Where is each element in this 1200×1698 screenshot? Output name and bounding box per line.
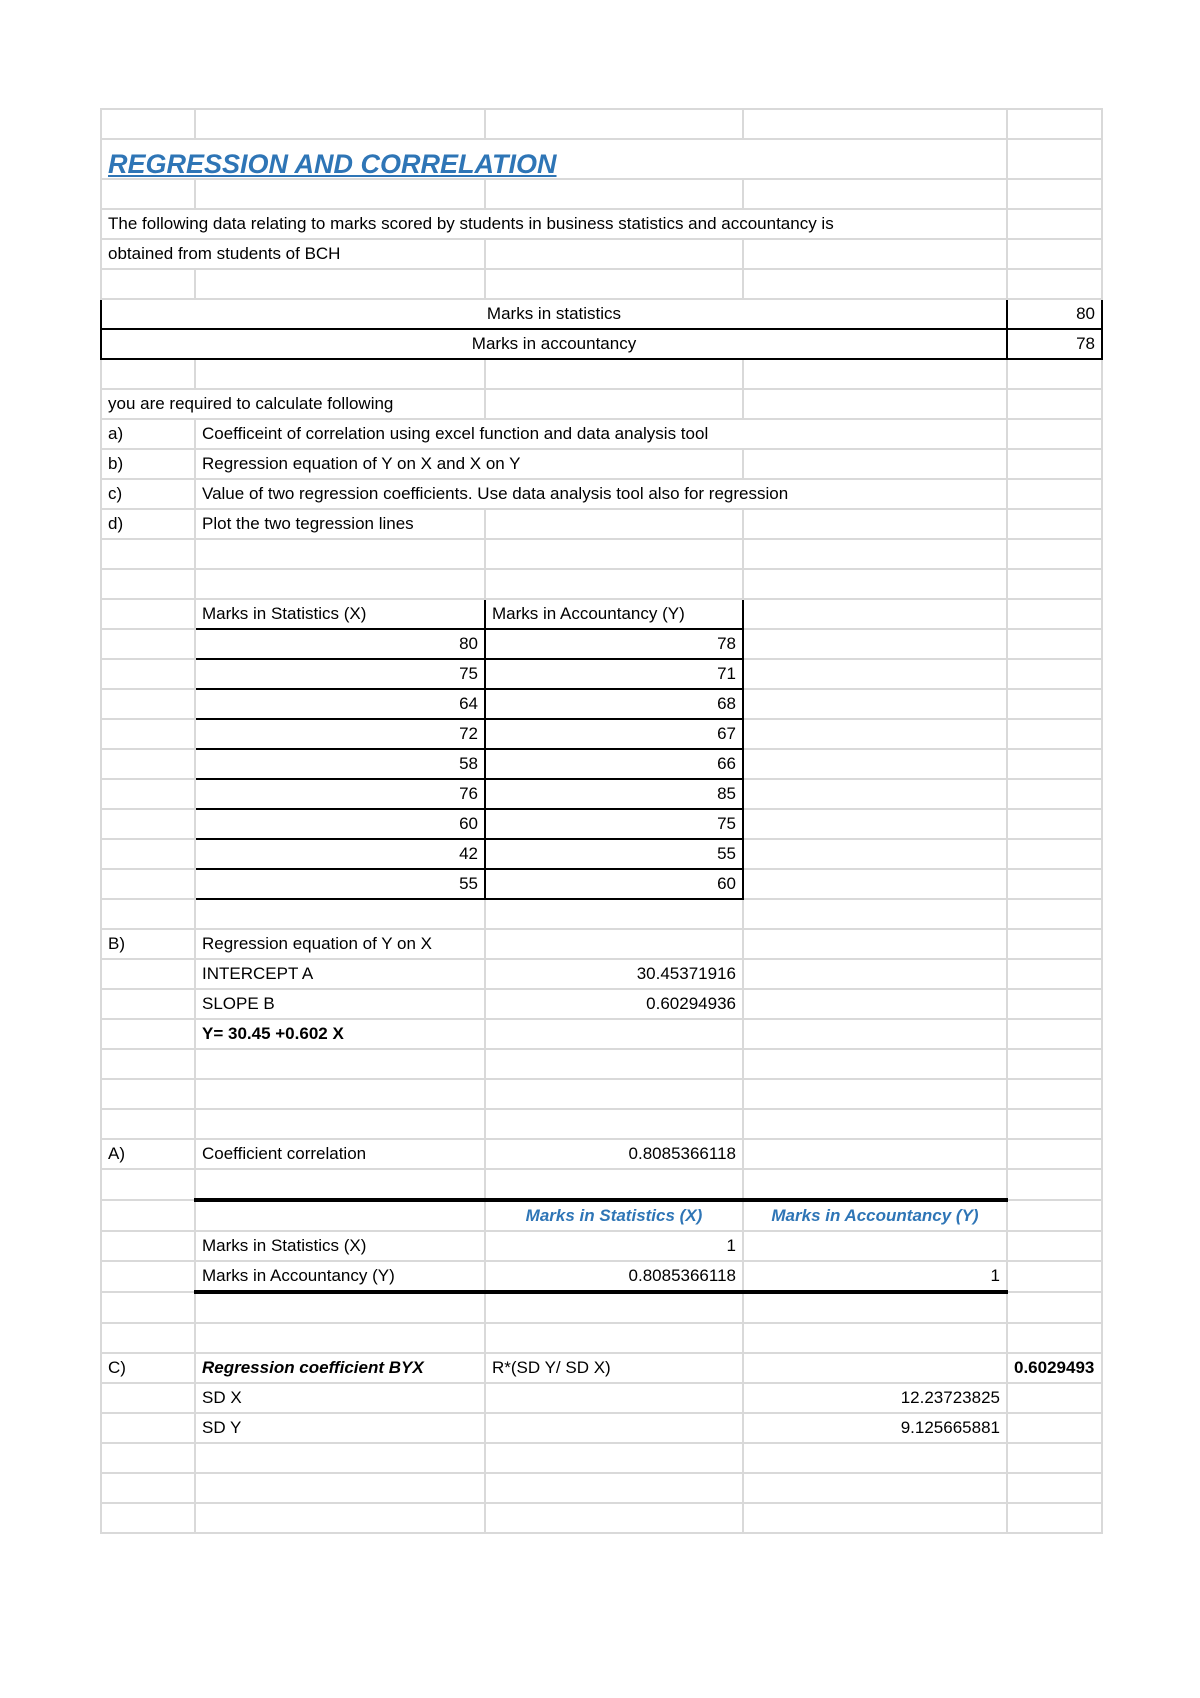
- regression-equation: Y= 30.45 +0.602 X: [195, 1019, 485, 1049]
- cell[interactable]: [1007, 569, 1102, 599]
- cell[interactable]: [485, 179, 743, 209]
- cell[interactable]: [1007, 1383, 1102, 1413]
- cell[interactable]: [743, 1473, 1007, 1503]
- cell[interactable]: [743, 1443, 1007, 1473]
- cell[interactable]: [1007, 139, 1102, 179]
- sd-y-label: SD Y: [195, 1413, 485, 1443]
- cell[interactable]: [101, 1503, 195, 1533]
- cell[interactable]: [101, 269, 195, 299]
- cell[interactable]: [195, 1079, 485, 1109]
- cell[interactable]: [101, 569, 195, 599]
- cell[interactable]: [743, 659, 1007, 689]
- cell[interactable]: [1007, 1413, 1102, 1443]
- cell[interactable]: [1007, 1139, 1102, 1169]
- cell[interactable]: [743, 569, 1007, 599]
- cell[interactable]: [1007, 269, 1102, 299]
- cell[interactable]: [101, 1109, 195, 1139]
- cell[interactable]: [195, 899, 485, 929]
- cell[interactable]: [1007, 599, 1102, 629]
- cell[interactable]: [485, 1049, 743, 1079]
- cell[interactable]: [101, 1079, 195, 1109]
- cell[interactable]: [1007, 629, 1102, 659]
- data-x-value[interactable]: 42: [195, 839, 485, 869]
- cell[interactable]: [485, 1292, 743, 1323]
- instruction-key: a): [101, 419, 195, 449]
- cell[interactable]: [101, 989, 195, 1019]
- data-y-value[interactable]: 78: [485, 629, 743, 659]
- cell[interactable]: [743, 239, 1007, 269]
- matrix-value[interactable]: 1: [743, 1261, 1007, 1292]
- cell[interactable]: [1007, 449, 1102, 479]
- instruction-text: Regression equation of Y on X and X on Y: [195, 449, 743, 479]
- sd-y-value[interactable]: 9.125665881: [743, 1413, 1007, 1443]
- cell[interactable]: [485, 1443, 743, 1473]
- cell[interactable]: [195, 1503, 485, 1533]
- cell[interactable]: [195, 539, 485, 569]
- data-x-value[interactable]: 75: [195, 659, 485, 689]
- cell[interactable]: [101, 629, 195, 659]
- cell[interactable]: [101, 899, 195, 929]
- intro-text-line-1: The following data relating to marks scored by students in business statistics and accountancy is: [101, 209, 1007, 239]
- data-y-value[interactable]: 67: [485, 719, 743, 749]
- cell[interactable]: [1007, 869, 1102, 899]
- cell[interactable]: [743, 689, 1007, 719]
- intercept-value[interactable]: 30.45371916: [485, 959, 743, 989]
- cell[interactable]: [485, 109, 743, 139]
- cell[interactable]: [195, 1049, 485, 1079]
- spreadsheet-grid: [100, 108, 1103, 1534]
- instruction-key: d): [101, 509, 195, 539]
- summary-label-accountancy: Marks in accountancy: [101, 329, 1007, 359]
- cell[interactable]: [1007, 929, 1102, 959]
- cell[interactable]: [101, 749, 195, 779]
- instruction-text: Value of two regression coefficients. Use data analysis tool also for regression: [195, 479, 1007, 509]
- cell[interactable]: [1007, 659, 1102, 689]
- slope-value[interactable]: 0.60294936: [485, 989, 743, 1019]
- section-c-key: C): [101, 1353, 195, 1383]
- cell[interactable]: [485, 1079, 743, 1109]
- cell[interactable]: [485, 1323, 743, 1353]
- cell[interactable]: [101, 779, 195, 809]
- data-y-value[interactable]: 68: [485, 689, 743, 719]
- cell[interactable]: [485, 359, 743, 389]
- data-x-value[interactable]: 80: [195, 629, 485, 659]
- data-y-value[interactable]: 85: [485, 779, 743, 809]
- instructions-heading: you are required to calculate following: [101, 389, 485, 419]
- cell[interactable]: [101, 1443, 195, 1473]
- cell[interactable]: [101, 1231, 195, 1261]
- sd-x-label: SD X: [195, 1383, 485, 1413]
- matrix-value[interactable]: [743, 1231, 1007, 1261]
- data-table-header-y: Marks in Accountancy (Y): [485, 599, 743, 629]
- cell[interactable]: [485, 1503, 743, 1533]
- section-b-heading: Regression equation of Y on X: [195, 929, 485, 959]
- cell[interactable]: [195, 1292, 485, 1323]
- cell[interactable]: [743, 719, 1007, 749]
- cell[interactable]: [1007, 899, 1102, 929]
- cell[interactable]: [743, 989, 1007, 1019]
- matrix-value[interactable]: 1: [485, 1231, 743, 1261]
- cell[interactable]: [485, 929, 743, 959]
- sd-x-value[interactable]: 12.23723825: [743, 1383, 1007, 1413]
- cell[interactable]: [101, 1383, 195, 1413]
- intro-text-line-2: obtained from students of BCH: [101, 239, 485, 269]
- cell[interactable]: [743, 1169, 1007, 1200]
- cell[interactable]: [101, 689, 195, 719]
- cell[interactable]: [743, 1079, 1007, 1109]
- cell[interactable]: [1007, 749, 1102, 779]
- summary-label-statistics: Marks in statistics: [101, 299, 1007, 329]
- cell[interactable]: [195, 1169, 485, 1200]
- summary-value-accountancy[interactable]: 78: [1007, 329, 1102, 359]
- cell[interactable]: [485, 269, 743, 299]
- instruction-text: Coefficeint of correlation using excel function and data analysis tool: [195, 419, 1007, 449]
- cell[interactable]: [1007, 719, 1102, 749]
- cell[interactable]: [101, 839, 195, 869]
- cell[interactable]: [743, 749, 1007, 779]
- cell[interactable]: [485, 1473, 743, 1503]
- cell[interactable]: [743, 509, 1007, 539]
- regression-coefficient-label: Regression coefficient BYX: [195, 1353, 485, 1383]
- cell[interactable]: [743, 959, 1007, 989]
- data-x-value[interactable]: 72: [195, 719, 485, 749]
- cell[interactable]: [1007, 809, 1102, 839]
- cell[interactable]: [195, 179, 485, 209]
- cell[interactable]: [485, 899, 743, 929]
- data-y-value[interactable]: 71: [485, 659, 743, 689]
- correlation-value[interactable]: 0.8085366118: [485, 1139, 743, 1169]
- cell[interactable]: [743, 109, 1007, 139]
- cell[interactable]: [101, 1292, 195, 1323]
- data-x-value[interactable]: 55: [195, 869, 485, 899]
- matrix-col-header-x: Marks in Statistics (X): [485, 1200, 743, 1231]
- matrix-col-header-y: Marks in Accountancy (Y): [743, 1200, 1007, 1231]
- page-title: REGRESSION AND CORRELATION: [101, 139, 1007, 179]
- cell[interactable]: [1007, 179, 1102, 209]
- cell[interactable]: [743, 899, 1007, 929]
- instruction-text: Plot the two tegression lines: [195, 509, 485, 539]
- cell[interactable]: [485, 239, 743, 269]
- cell[interactable]: [1007, 1503, 1102, 1533]
- cell[interactable]: [743, 1503, 1007, 1533]
- correlation-label: Coefficient correlation: [195, 1139, 485, 1169]
- summary-value-statistics[interactable]: 80: [1007, 299, 1102, 329]
- cell[interactable]: [743, 269, 1007, 299]
- data-y-value[interactable]: 75: [485, 809, 743, 839]
- data-x-value[interactable]: 76: [195, 779, 485, 809]
- cell[interactable]: [743, 359, 1007, 389]
- instruction-key: b): [101, 449, 195, 479]
- cell[interactable]: [1007, 419, 1102, 449]
- data-x-value[interactable]: 64: [195, 689, 485, 719]
- cell[interactable]: [1007, 359, 1102, 389]
- cell[interactable]: [101, 179, 195, 209]
- cell[interactable]: [743, 599, 1007, 629]
- cell[interactable]: [101, 719, 195, 749]
- cell[interactable]: [195, 569, 485, 599]
- cell[interactable]: [101, 809, 195, 839]
- cell[interactable]: [743, 449, 1007, 479]
- cell[interactable]: [743, 1292, 1007, 1323]
- cell[interactable]: [1007, 1323, 1102, 1353]
- cell[interactable]: [743, 1139, 1007, 1169]
- data-x-value[interactable]: 60: [195, 809, 485, 839]
- section-a-key: A): [101, 1139, 195, 1169]
- data-y-value[interactable]: 66: [485, 749, 743, 779]
- cell[interactable]: [743, 1049, 1007, 1079]
- cell[interactable]: [1007, 1079, 1102, 1109]
- regression-coefficient-formula: R*(SD Y/ SD X): [485, 1353, 743, 1383]
- cell[interactable]: [485, 1109, 743, 1139]
- cell[interactable]: [1007, 209, 1102, 239]
- cell[interactable]: [743, 539, 1007, 569]
- cell[interactable]: [1007, 689, 1102, 719]
- cell[interactable]: [101, 1169, 195, 1200]
- cell[interactable]: [1007, 109, 1102, 139]
- cell[interactable]: [485, 509, 743, 539]
- cell[interactable]: [1007, 509, 1102, 539]
- cell[interactable]: [195, 109, 485, 139]
- matrix-corner: [195, 1200, 485, 1231]
- cell[interactable]: [743, 179, 1007, 209]
- cell[interactable]: [101, 1049, 195, 1079]
- cell[interactable]: [1007, 1200, 1102, 1231]
- cell[interactable]: [1007, 1231, 1102, 1261]
- cell[interactable]: [485, 1019, 743, 1049]
- cell[interactable]: [1007, 1019, 1102, 1049]
- slope-label: SLOPE B: [195, 989, 485, 1019]
- cell[interactable]: [195, 1473, 485, 1503]
- cell[interactable]: [743, 779, 1007, 809]
- cell[interactable]: [1007, 1473, 1102, 1503]
- cell[interactable]: [1007, 1109, 1102, 1139]
- cell[interactable]: [485, 1169, 743, 1200]
- section-b-key: B): [101, 929, 195, 959]
- cell[interactable]: [485, 1383, 743, 1413]
- data-y-value[interactable]: 55: [485, 839, 743, 869]
- cell[interactable]: [743, 929, 1007, 959]
- cell[interactable]: [1007, 959, 1102, 989]
- data-x-value[interactable]: 58: [195, 749, 485, 779]
- intercept-label: INTERCEPT A: [195, 959, 485, 989]
- cell[interactable]: [1007, 779, 1102, 809]
- data-y-value[interactable]: 60: [485, 869, 743, 899]
- cell[interactable]: [101, 959, 195, 989]
- matrix-row-label-y: Marks in Accountancy (Y): [195, 1261, 485, 1292]
- cell[interactable]: [195, 1109, 485, 1139]
- cell[interactable]: [1007, 1169, 1102, 1200]
- cell[interactable]: [101, 1413, 195, 1443]
- cell[interactable]: [101, 1019, 195, 1049]
- cell[interactable]: [485, 1413, 743, 1443]
- cell[interactable]: [195, 1323, 485, 1353]
- cell[interactable]: [743, 809, 1007, 839]
- cell[interactable]: [1007, 1443, 1102, 1473]
- cell[interactable]: [1007, 989, 1102, 1019]
- cell[interactable]: [1007, 239, 1102, 269]
- cell[interactable]: [1007, 1261, 1102, 1292]
- cell[interactable]: [1007, 1292, 1102, 1323]
- data-table-header-x: Marks in Statistics (X): [195, 599, 485, 629]
- cell[interactable]: [101, 539, 195, 569]
- cell[interactable]: [195, 269, 485, 299]
- cell[interactable]: [1007, 479, 1102, 509]
- cell[interactable]: [743, 1109, 1007, 1139]
- cell[interactable]: [101, 1261, 195, 1292]
- cell[interactable]: [743, 869, 1007, 899]
- cell[interactable]: [743, 1353, 1007, 1383]
- cell[interactable]: [101, 1200, 195, 1231]
- cell[interactable]: [101, 659, 195, 689]
- cell[interactable]: [743, 1019, 1007, 1049]
- cell[interactable]: [1007, 1049, 1102, 1079]
- cell[interactable]: [195, 1443, 485, 1473]
- cell[interactable]: [101, 1473, 195, 1503]
- cell[interactable]: [485, 569, 743, 599]
- cell[interactable]: [743, 389, 1007, 419]
- cell[interactable]: [101, 109, 195, 139]
- cell[interactable]: [101, 359, 195, 389]
- cell[interactable]: [743, 839, 1007, 869]
- matrix-row-label-x: Marks in Statistics (X): [195, 1231, 485, 1261]
- cell[interactable]: [1007, 539, 1102, 569]
- regression-coefficient-value[interactable]: 0.6029493: [1007, 1353, 1102, 1383]
- cell[interactable]: [485, 539, 743, 569]
- cell[interactable]: [485, 389, 743, 419]
- cell[interactable]: [195, 359, 485, 389]
- cell[interactable]: [743, 629, 1007, 659]
- cell[interactable]: [101, 869, 195, 899]
- cell[interactable]: [101, 599, 195, 629]
- cell[interactable]: [743, 1323, 1007, 1353]
- matrix-value[interactable]: 0.8085366118: [485, 1261, 743, 1292]
- cell[interactable]: [1007, 839, 1102, 869]
- cell[interactable]: [101, 1323, 195, 1353]
- cell[interactable]: [1007, 389, 1102, 419]
- instruction-key: c): [101, 479, 195, 509]
